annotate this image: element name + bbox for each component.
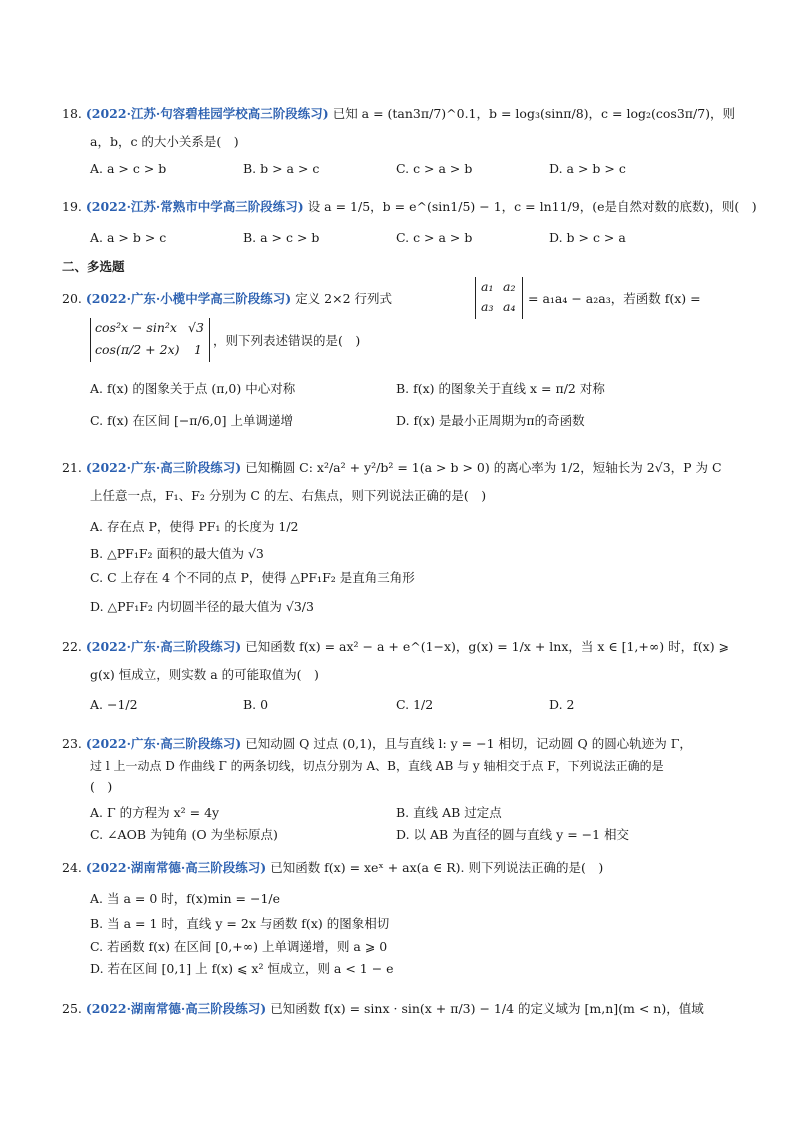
question-21 [62,459,722,477]
question-stem: 已知函数 f(x) = ax² − a + e^(1−x)，g(x) = 1/x + lnx，当 x ∈ [1,+∞) 时，f(x) ⩾ [245,639,730,654]
option-b: B. 当 a = 1 时，直线 y = 2x 与函数 f(x) 的图象相切 [90,916,390,931]
question-number: 19. [62,199,82,214]
question-source: (2022·江苏·句容碧桂园学校高三阶段练习) [85,106,329,121]
option-c: C. c > a > b [396,161,473,176]
option-d: D. b > c > a [549,230,626,245]
question-number: 22. [62,639,82,654]
question-stem: 定义 2×2 行列式 [295,291,393,306]
question-number: 21. [62,460,82,475]
question-source: (2022·广东·小榄中学高三阶段练习) [85,291,292,306]
question-number: 23. [62,736,82,751]
question-number: 25. [62,1001,82,1016]
option-a: A. Γ 的方程为 x² = 4y [90,805,220,820]
option-a: A. −1/2 [90,697,138,712]
det-cell: cos(π/2 + 2x) [95,342,180,357]
det-cell: a₁ [481,279,494,294]
question-stem-line: g(x) 恒成立，则实数 a 的可能取值为( ) [90,667,319,682]
option-d: D. 2 [549,697,575,712]
determinant-function [90,318,210,362]
option-c: C. 若函数 f(x) 在区间 [0,+∞) 上单调递增，则 a ⩾ 0 [90,939,388,954]
question-source: (2022·广东·高三阶段练习) [85,639,242,654]
question-19 [62,198,757,216]
option-b: B. 直线 AB 过定点 [396,805,502,820]
option-c: C. c > a > b [396,230,473,245]
question-source: (2022·广东·高三阶段练习) [85,736,242,751]
question-stem-line: 上任意一点，F₁、F₂ 分别为 C 的左、右焦点，则下列说法正确的是( ) [90,488,487,503]
determinant-definition [475,277,523,319]
det-cell: a₃ [481,299,494,314]
option-a: A. f(x) 的图象关于点 (π,0) 中心对称 [90,381,296,396]
det-cell: a₂ [503,279,516,294]
option-b: B. △PF₁F₂ 面积的最大值为 √3 [90,546,264,561]
option-d: D. 以 AB 为直径的圆与直线 y = −1 相交 [396,827,630,842]
option-b: B. 0 [243,697,269,712]
question-stem: = a₁a₄ − a₂a₃，若函数 f(x) = [528,291,701,306]
question-source: (2022·湖南常德·高三阶段练习) [85,860,267,875]
question-number: 18. [62,106,82,121]
question-stem: 设 a = 1/5，b = e^(sin1/5) − 1，c = ln11/9，(e是自然对数的底数)，则( ) [307,199,757,214]
option-d: D. f(x) 是最小正周期为π的奇函数 [396,413,585,428]
question-stem: ，则下列表述错误的是( ) [213,333,361,348]
question-number: 20. [62,291,82,306]
option-d: D. 若在区间 [0,1] 上 f(x) ⩽ x² 恒成立，则 a < 1 − e [90,961,394,976]
question-stem-line: ( ) [90,779,113,794]
question-stem: 已知椭圆 C: x²/a² + y²/b² = 1(a > b > 0) 的离心率为 1/2，短轴长为 2√3，P 为 C [245,460,722,475]
option-d: D. a > b > c [549,161,626,176]
question-23 [62,735,692,753]
option-a: A. 当 a = 0 时，f(x)min = −1/e [90,891,281,906]
det-cell: √3 [188,320,204,335]
question-source: (2022·广东·高三阶段练习) [85,460,242,475]
option-b: B. a > c > b [243,230,320,245]
question-source: (2022·江苏·常熟市中学高三阶段练习) [85,199,304,214]
det-cell: cos²x − sin²x [95,320,177,335]
option-c: C. C 上存在 4 个不同的点 P，使得 △PF₁F₂ 是直角三角形 [90,570,415,585]
option-a: A. a > b > c [90,230,167,245]
option-b: B. b > a > c [243,161,320,176]
option-d: D. △PF₁F₂ 内切圆半径的最大值为 √3/3 [90,599,314,614]
option-c: C. 1/2 [396,697,434,712]
det-cell: a₄ [503,299,516,314]
question-20 [62,290,392,308]
question-22 [62,638,729,656]
question-source: (2022·湖南常德·高三阶段练习) [85,1001,267,1016]
option-c: C. ∠AOB 为钝角 (O 为坐标原点) [90,827,278,842]
question-stem: 已知动圆 Q 过点 (0,1)，且与直线 l: y = −1 相切，记动圆 Q 的圆心轨迹为 Γ， [245,736,692,751]
option-a: A. a > c > b [90,161,167,176]
question-stem-line: a，b，c 的大小关系是( ) [90,134,239,149]
option-a: A. 存在点 P，使得 PF₁ 的长度为 1/2 [90,519,299,534]
det-cell: 1 [194,342,202,357]
question-24 [62,859,603,877]
question-stem-line: 过 l 上一动点 D 作曲线 Γ 的两条切线，切点分别为 A、B，直线 AB 与 y 轴相交于点 F，下列说法正确的是 [90,759,664,773]
question-stem: 已知函数 f(x) = xeˣ + ax(a ∈ R). 则下列说法正确的是( ) [270,860,604,875]
section-title: 二、多选题 [62,259,125,274]
question-number: 24. [62,860,82,875]
question-stem: 已知函数 f(x) = sinx · sin(x + π/3) − 1/4 的定义域为 [m,n](m < n)，值域 [270,1001,704,1016]
option-b: B. f(x) 的图象关于直线 x = π/2 对称 [396,381,605,396]
option-c: C. f(x) 在区间 [−π/6,0] 上单调递增 [90,413,293,428]
question-25 [62,1000,704,1018]
question-stem: 已知 a = (tan3π/7)^0.1，b = log₃(sinπ/8)，c = log₂(cos3π/7)，则 [332,106,736,121]
question-18 [62,105,735,123]
